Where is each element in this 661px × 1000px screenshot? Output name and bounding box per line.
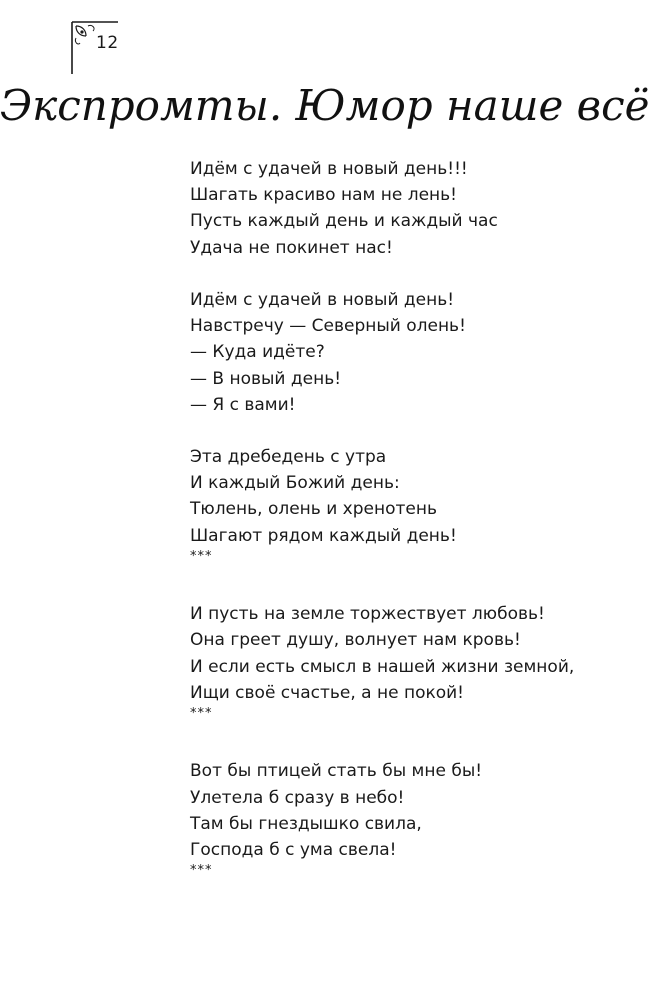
stanza-gap: [190, 575, 630, 601]
stanza: [190, 156, 630, 261]
poem-line: Господа б с ума свела!: [190, 839, 397, 860]
poem-line: — В новый день!: [190, 368, 342, 389]
poem-line: Шагать красиво нам не лень!: [190, 185, 457, 206]
section-separator: ***: [190, 548, 213, 564]
poem-line: Навстречу — Северный олень!: [190, 316, 466, 337]
poem-line: Она греет душу, волнует нам кровь!: [190, 630, 521, 651]
stanza-gap: [190, 261, 630, 287]
poem-line: Пусть каждый день и каждый час: [190, 211, 498, 232]
stanza: [190, 287, 630, 418]
poem-line: Шагают рядом каждый день!: [190, 525, 457, 546]
page-title: Экспромты. Юмор наше всё: [0, 81, 650, 130]
poem-line: Тюлень, олень и хренотень: [190, 499, 437, 520]
poem-line: Удача не покинет нас!: [190, 237, 393, 258]
poem-line: Там бы гнездышко свила,: [190, 813, 422, 834]
section-separator: ***: [190, 705, 213, 721]
stanza: [190, 758, 630, 889]
poem-line: Вот бы птицей стать бы мне бы!: [190, 761, 483, 782]
poem-line: Ищи своё счастье, а не покой!: [190, 682, 465, 703]
poem-line: И пусть на земле торжествует любовь!: [190, 604, 545, 625]
poem-line: Идём с удачей в новый день!!!: [190, 159, 468, 179]
poem-body: [190, 156, 630, 889]
poem-line: И каждый Божий день:: [190, 473, 400, 494]
poem-line: Улетела б сразу в небо!: [190, 787, 405, 808]
section-separator: ***: [190, 863, 213, 879]
poem-line: Эта дребедень с утра: [190, 447, 387, 468]
stanza: [190, 444, 630, 575]
poem-line: И если есть смысл в нашей жизни земной,: [190, 656, 575, 677]
poem-line: — Я с вами!: [190, 394, 296, 415]
poem-line: Идём с удачей в новый день!: [190, 289, 455, 310]
stanza-gap: [190, 418, 630, 444]
stanza: [190, 601, 630, 732]
page-number: 12: [96, 33, 119, 53]
poem-line: — Куда идёте?: [190, 342, 325, 363]
stanza-gap: [190, 732, 630, 758]
